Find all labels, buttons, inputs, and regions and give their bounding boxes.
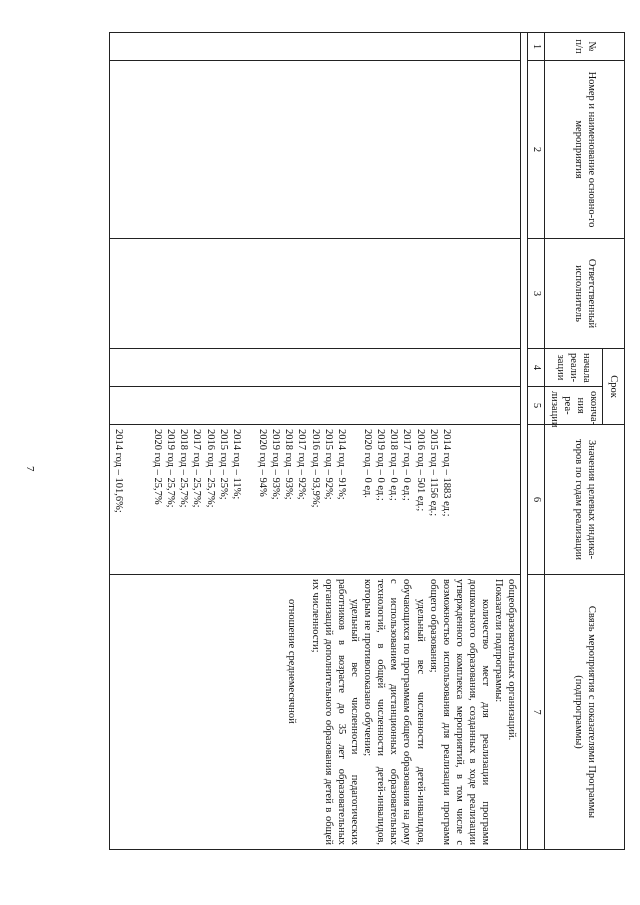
header-number: № п/п bbox=[545, 33, 625, 61]
rotated-sheet bbox=[112, 32, 640, 852]
page-number: 7 bbox=[24, 466, 36, 472]
table-cell bbox=[109, 61, 521, 239]
header-term: Срок bbox=[603, 349, 625, 425]
header-end: оконча-ния реа-лизации bbox=[545, 387, 603, 425]
column-number: 6 bbox=[528, 425, 545, 575]
relation-text bbox=[109, 575, 521, 850]
header-measure: Номер и наименование основно-го мероприятия bbox=[545, 61, 625, 239]
table-cell bbox=[109, 349, 521, 387]
column-number: 3 bbox=[528, 239, 545, 349]
relation-paragraph: количество мест для реализации программ дошкольного образования, созданных в ходе реализации утвержденного комплекса мероприятий, в том числе с возможностью использования для реализации программ общего образования; bbox=[427, 579, 492, 845]
relation-paragraph: отношение среднемесячной bbox=[286, 599, 298, 724]
column-number: 7 bbox=[528, 575, 545, 850]
relation-paragraph: Показатели подпрограммы: bbox=[493, 579, 505, 703]
table-cell bbox=[109, 33, 521, 61]
column-number: 5 bbox=[528, 387, 545, 425]
header-indicators: Значения целевых индика-торов по годам реализации bbox=[545, 425, 625, 575]
column-number: 1 bbox=[528, 33, 545, 61]
measures-table bbox=[109, 32, 625, 850]
relation-paragraph: общеобразовательных организаций. bbox=[506, 579, 518, 741]
relation-paragraph: удельный вес численности педагогических работников в возрасте до 35 лет образовательных организаций дополнительного образования детей в общей их численности; bbox=[309, 579, 360, 845]
table-cell bbox=[109, 387, 521, 425]
header-start: начала реали-зации bbox=[545, 349, 603, 387]
table-cell bbox=[109, 239, 521, 349]
column-number: 4 bbox=[528, 349, 545, 387]
row-separator bbox=[521, 33, 528, 850]
column-number: 2 bbox=[528, 61, 545, 239]
indicator-values: 2014 год – 1883 ед.; 2015 год – 1156 ед.; 2016 год – 501 ед.; 2017 год – 0 ед.; 2018 год – 0 ед.; 2019 год – 0 ед.; 2020 год – 0 ед. 2014 год – 91%; 2015 год – 92%; 2016 год – 93,9%; 2017 год – 92%; 2018 год – 93%; 2019 год – 93%; 2020 год – 94% 2014 год – 11%; 2015 год – 25%; 2016 год – 25,7%; 2017 год – 25,7%; 2018 год – 25,7%; 2019 год – 25,7%; 2020 год – 25,7% 2014 год – 101,6%; bbox=[109, 425, 521, 575]
header-executor: Ответственный исполнитель bbox=[545, 239, 625, 349]
relation-paragraph: удельный вес численности детей-инвалидов, обучающихся по программам общего образования на дому с использованием дистанционных образовательных технологий, в общей численности детей-инвалидов, которым не противопоказано обучение; bbox=[362, 579, 426, 845]
header-relation: Связь мероприятия с показателями Программы (подпрограммы) bbox=[545, 575, 625, 850]
